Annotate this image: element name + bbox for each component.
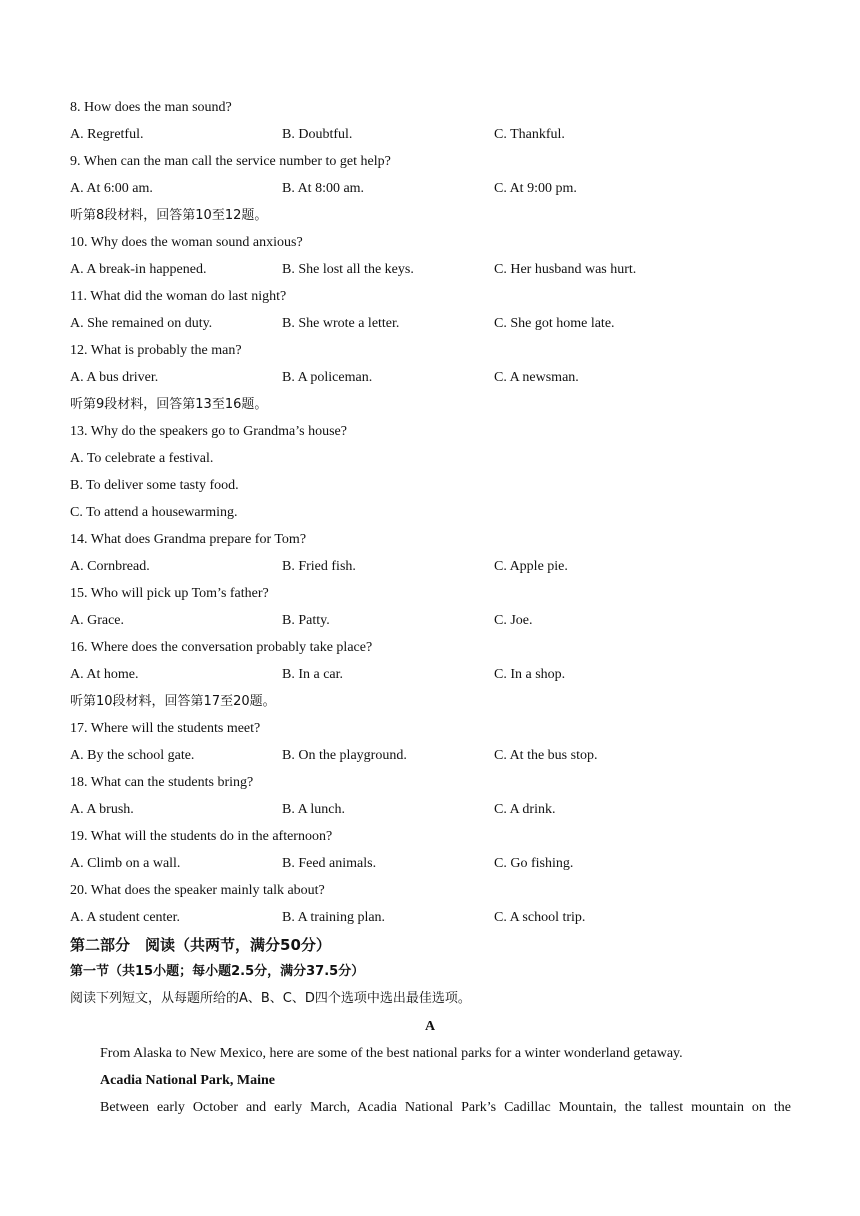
option-b: B. At 8:00 am. bbox=[282, 181, 365, 196]
option-c: C. At 9:00 pm. bbox=[494, 181, 577, 196]
section1-title: 第一节（共15小题；每小题2.5分，满分37.5分） bbox=[70, 964, 365, 979]
option-b: B. She wrote a letter. bbox=[282, 316, 400, 331]
option-c: C. Joe. bbox=[494, 613, 533, 628]
option-b: B. Doubtful. bbox=[282, 127, 353, 142]
park-title: Acadia National Park, Maine bbox=[100, 1073, 275, 1088]
listening-header-8: 听第8段材料，回答第10至12题。 bbox=[70, 208, 268, 223]
option-c: C. At the bus stop. bbox=[494, 748, 598, 763]
question-13: 13. Why do the speakers go to Grandma’s house? bbox=[70, 424, 347, 439]
part2-title: 第二部分 阅读（共两节，满分50分） bbox=[70, 936, 331, 954]
question-16: 16. Where does the conversation probably take place? bbox=[70, 640, 373, 655]
option-a: A. To celebrate a festival. bbox=[70, 451, 214, 466]
option-b: B. A training plan. bbox=[282, 910, 386, 925]
park-text: Between early October and early March, Acadia National Park’s Cadillac Mountain, the tallest mountain on the bbox=[100, 1100, 791, 1115]
listening-header-10: 听第10段材料，回答第17至20题。 bbox=[70, 694, 276, 709]
option-a: A. By the school gate. bbox=[70, 748, 195, 763]
passage-intro: From Alaska to New Mexico, here are some of the best national parks for a winter wonderland getaway. bbox=[100, 1046, 683, 1061]
listening-header-9: 听第9段材料，回答第13至16题。 bbox=[70, 397, 268, 412]
option-a: A. Climb on a wall. bbox=[70, 856, 181, 871]
option-b: B. On the playground. bbox=[282, 748, 407, 763]
option-b: B. A lunch. bbox=[282, 802, 346, 817]
option-a: A. A student center. bbox=[70, 910, 181, 925]
passage-label: A bbox=[424, 1019, 436, 1034]
option-a: A. A break-in happened. bbox=[70, 262, 207, 277]
option-a: A. Cornbread. bbox=[70, 559, 150, 574]
option-c: C. Apple pie. bbox=[494, 559, 568, 574]
option-c: C. A school trip. bbox=[494, 910, 586, 925]
question-18: 18. What can the students bring? bbox=[70, 775, 254, 790]
question-19: 19. What will the students do in the afternoon? bbox=[70, 829, 333, 844]
question-17: 17. Where will the students meet? bbox=[70, 721, 261, 736]
option-a: A. Grace. bbox=[70, 613, 125, 628]
option-c: C. She got home late. bbox=[494, 316, 615, 331]
option-c: C. Go fishing. bbox=[494, 856, 574, 871]
option-c: C. A drink. bbox=[494, 802, 556, 817]
option-a: A. At 6:00 am. bbox=[70, 181, 153, 196]
option-c: C. Her husband was hurt. bbox=[494, 262, 637, 277]
option-b: B. Feed animals. bbox=[282, 856, 377, 871]
option-b: B. She lost all the keys. bbox=[282, 262, 414, 277]
option-c: C. In a shop. bbox=[494, 667, 566, 682]
option-c: C. Thankful. bbox=[494, 127, 565, 142]
question-8: 8. How does the man sound? bbox=[70, 100, 232, 115]
option-b: B. Fried fish. bbox=[282, 559, 356, 574]
option-b: B. In a car. bbox=[282, 667, 344, 682]
question-14: 14. What does Grandma prepare for Tom? bbox=[70, 532, 307, 547]
reading-instruction: 阅读下列短文，从每题所给的A、B、C、D四个选项中选出最佳选项。 bbox=[70, 991, 471, 1006]
option-c: C. A newsman. bbox=[494, 370, 579, 385]
question-12: 12. What is probably the man? bbox=[70, 343, 242, 358]
question-15: 15. Who will pick up Tom’s father? bbox=[70, 586, 269, 601]
option-b: B. To deliver some tasty food. bbox=[70, 478, 239, 493]
question-11: 11. What did the woman do last night? bbox=[70, 289, 287, 304]
option-a: A. At home. bbox=[70, 667, 139, 682]
question-9: 9. When can the man call the service number to get help? bbox=[70, 154, 391, 169]
option-a: A. A bus driver. bbox=[70, 370, 159, 385]
option-a: A. Regretful. bbox=[70, 127, 144, 142]
question-10: 10. Why does the woman sound anxious? bbox=[70, 235, 303, 250]
option-c: C. To attend a housewarming. bbox=[70, 505, 238, 520]
option-a: A. She remained on duty. bbox=[70, 316, 213, 331]
question-20: 20. What does the speaker mainly talk about? bbox=[70, 883, 325, 898]
option-b: B. A policeman. bbox=[282, 370, 373, 385]
option-a: A. A brush. bbox=[70, 802, 134, 817]
option-b: B. Patty. bbox=[282, 613, 330, 628]
